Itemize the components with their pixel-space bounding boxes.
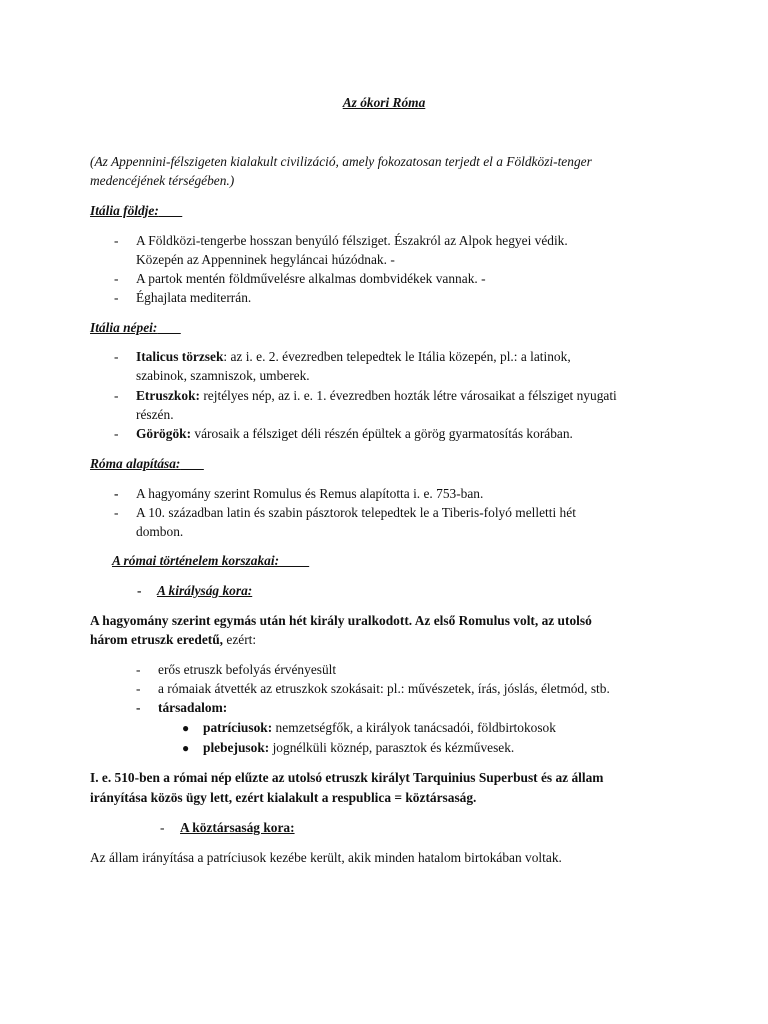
- list-item: Görögök: városaik a félsziget déli részén épültek a görög gyarmatosítás korában.: [136, 426, 573, 441]
- term: Etruszkok:: [136, 388, 200, 403]
- section-heading-korszakok: A római történelem korszakai:: [112, 553, 280, 568]
- paragraph-line: Az állam irányítása a patríciusok kezébe került, akik minden hatalom birtokában voltak.: [90, 850, 562, 865]
- term: Görögök:: [136, 426, 192, 441]
- list-dash: -: [114, 505, 119, 520]
- list-item: A 10. században latin és szabin pásztorok telepedtek le a Tiberis-folyó melletti hét: [136, 505, 576, 520]
- section-heading-italia-nepei: Itália népei:: [90, 320, 158, 335]
- list-item: A Földközi-tengerbe hosszan benyúló félsziget. Északról az Alpok hegyei védik.: [136, 233, 568, 248]
- section-heading-roma-alapitasa: Róma alapítása:: [90, 456, 181, 471]
- list-item-cont: dombon.: [136, 524, 184, 539]
- intro-line-2: medencéjének térségében.): [90, 173, 235, 188]
- list-item: A partok mentén földművelésre alkalmas dombvidékek vannak. -: [136, 271, 486, 286]
- list-item-cont: szabinok, szamniszok, umberek.: [136, 368, 310, 383]
- list-item: Etruszkok: rejtélyes nép, az i. e. 1. évezredben hozták létre városaikat a félsziget nyugati: [136, 388, 617, 403]
- list-dash: -: [114, 486, 119, 501]
- list-dash: -: [114, 349, 119, 364]
- list-dash: -: [136, 681, 141, 696]
- list-dash: -: [114, 290, 119, 305]
- list-item-tarsadalom: társadalom:: [158, 700, 228, 715]
- list-dash: -: [114, 388, 119, 403]
- term: patríciusok:: [203, 720, 273, 735]
- list-dash: -: [114, 271, 119, 286]
- bullet-icon: ●: [182, 721, 190, 735]
- term: plebejusok:: [203, 740, 270, 755]
- list-dash: -: [114, 233, 119, 248]
- list-dash: -: [114, 426, 119, 441]
- subsection-dash: -: [160, 820, 165, 835]
- bullet-icon: ●: [182, 741, 190, 755]
- list-item: A hagyomány szerint Romulus és Remus alapította i. e. 753-ban.: [136, 486, 484, 501]
- section-heading-italia-foldje: Itália földje:: [90, 203, 159, 218]
- paragraph-line: irányítása közös ügy lett, ezért kialakult a respublica = köztársaság.: [90, 790, 477, 805]
- list-item: a rómaiak átvették az etruszkok szokásait: pl.: művészetek, írás, jóslás, életmód, stb.: [158, 681, 610, 696]
- list-dash: -: [136, 700, 141, 715]
- term: Italicus törzsek: [136, 349, 224, 364]
- page-title: Az ókori Róma: [342, 95, 426, 110]
- list-item-cont: részén.: [136, 407, 174, 422]
- subsection-heading-koztarsasag: A köztársaság kora:: [180, 820, 295, 835]
- list-item: Italicus törzsek: az i. e. 2. évezredben telepedtek le Itália közepén, pl.: a latinok,: [136, 349, 571, 364]
- subsection-heading-kiralysag: A királyság kora:: [157, 583, 253, 598]
- paragraph-line: A hagyomány szerint egymás után hét király uralkodott. Az első Romulus volt, az utolsó: [90, 613, 592, 628]
- list-item: Éghajlata mediterrán.: [136, 290, 252, 305]
- paragraph-line: I. e. 510-ben a római nép elűzte az utolsó etruszk királyt Tarquinius Superbust és az állam: [90, 770, 604, 785]
- paragraph-line: három etruszk eredetű, ezért:: [90, 632, 257, 647]
- subsection-dash: -: [137, 583, 142, 598]
- list-dash: -: [136, 662, 141, 677]
- list-item-cont: Közepén az Appenninek hegyláncai húzódnak. -: [136, 252, 395, 267]
- list-item: patríciusok: nemzetségfők, a királyok tanácsadói, földbirtokosok: [203, 720, 556, 735]
- intro-line-1: (Az Appennini-félszigeten kialakult civilizáció, amely fokozatosan terjedt el a Földközi-tenger: [90, 154, 592, 169]
- list-item: erős etruszk befolyás érvényesült: [158, 662, 337, 677]
- list-item: plebejusok: jognélküli köznép, parasztok és kézművesek.: [203, 740, 515, 755]
